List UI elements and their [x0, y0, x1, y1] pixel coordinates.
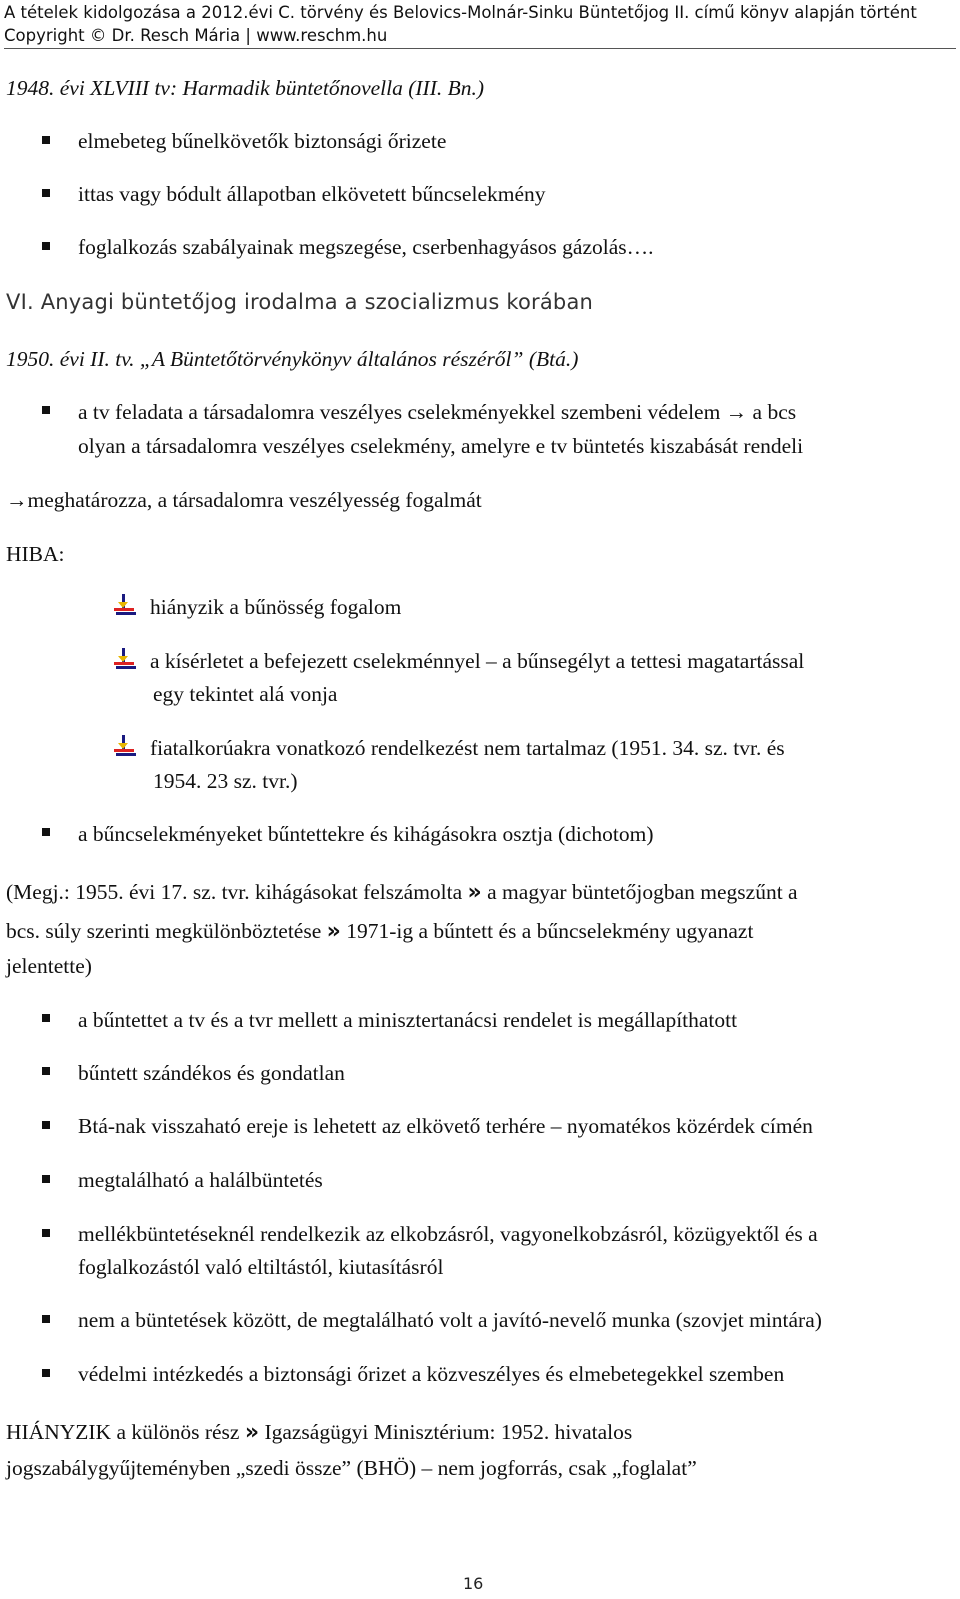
missing-line2: jogszabálygyűjteményben „szedi össze” (BHÖ) – nem jogforrás, csak „foglalat”	[6, 1456, 697, 1480]
list-item: védelmi intézkedés a biztonsági őrizet a közveszélyes és elmebetegekkel szemben	[78, 1362, 785, 1386]
section-title: VI. Anyagi büntetőjog irodalma a szocializmus korában	[6, 290, 594, 314]
note-line2	[6, 918, 753, 945]
double-arrow-icon: »	[244, 1420, 260, 1445]
missing-line1	[6, 1419, 632, 1446]
square-bullet-icon	[42, 1067, 50, 1075]
square-bullet-icon	[42, 189, 50, 197]
note-line1	[6, 879, 798, 906]
arrow-bullet-icon	[114, 594, 140, 616]
list-item-line2: foglalkozástól való eltiltástól, kiutasításról	[78, 1255, 444, 1279]
square-bullet-icon	[42, 242, 50, 250]
square-bullet-icon	[42, 1014, 50, 1022]
double-arrow-icon: »	[326, 919, 341, 944]
header-divider	[4, 48, 956, 49]
list-item: nem a büntetések között, de megtalálható volt a javító-nevelő munka (szovjet mintára)	[78, 1308, 822, 1332]
header-copyright: Copyright © Dr. Resch Mária | www.reschm.hu	[4, 26, 388, 45]
act-1948-heading: 1948. évi XLVIII tv: Harmadik büntetőnovella (III. Bn.)	[6, 76, 485, 100]
list-item: megtalálható a halálbüntetés	[78, 1168, 323, 1192]
list-item: elmebeteg bűnelkövetők biztonsági őrizete	[78, 129, 447, 153]
note-line1-part2: a magyar büntetőjogban megszűnt a	[487, 880, 798, 904]
sub-list-item-line1: fiatalkorúakra vonatkozó rendelkezést nem tartalmaz (1951. 34. sz. tvr. és	[150, 736, 785, 760]
list-item: a bűntettet a tv és a tvr mellett a minisztertanácsi rendelet is megállapíthatott	[78, 1008, 738, 1032]
note-line3: jelentette)	[6, 954, 92, 978]
list-item: Btá-nak visszaható ereje is lehetett az elkövető terhére – nyomatékos közérdek címén	[78, 1114, 813, 1138]
defines-line: →meghatározza, a társadalomra veszélyesség fogalmát	[6, 488, 482, 512]
missing-line1-part2: Igazságügyi Minisztérium: 1952. hivatalos	[264, 1420, 633, 1444]
list-item: ittas vagy bódult állapotban elkövetett bűncselekmény	[78, 182, 546, 206]
square-bullet-icon	[42, 1229, 50, 1237]
list-item: bűntett szándékos és gondatlan	[78, 1061, 345, 1085]
square-bullet-icon	[42, 1315, 50, 1323]
list-item: a bűncselekményeket bűntettekre és kihágásokra osztja (dichotom)	[78, 822, 654, 846]
square-bullet-icon	[42, 1369, 50, 1377]
list-item-line1: mellékbüntetéseknél rendelkezik az elkobzásról, vagyonelkobzásról, közügyektől és a	[78, 1222, 818, 1246]
double-arrow-icon: »	[467, 880, 482, 905]
note-line2-part1: bcs. súly szerinti megkülönböztetése	[6, 919, 322, 943]
square-bullet-icon	[42, 1175, 50, 1183]
square-bullet-icon	[42, 406, 50, 414]
act-1950-heading: 1950. évi II. tv. „A Büntetőtörvénykönyv általános részéről” (Btá.)	[6, 347, 579, 371]
sub-list-item-line1: a kísérletet a befejezett cselekménnyel – a bűnsegélyt a tettesi magatartással	[150, 649, 805, 673]
arrow-bullet-icon	[114, 735, 140, 757]
header-title: A tételek kidolgozása a 2012.évi C. törvény és Belovics-Molnár-Sinku Büntetőjog II. című könyv alapján történt	[4, 3, 917, 22]
list-item: foglalkozás szabályainak megszegése, cserbenhagyásos gázolás….	[78, 235, 654, 259]
missing-line1-part1: HIÁNYZIK a különös rész	[6, 1420, 240, 1444]
square-bullet-icon	[42, 828, 50, 836]
note-line2-part2: 1971-ig a bűntett és a bűncselekmény ugyanazt	[346, 919, 754, 943]
sub-list-item-line2: 1954. 23 sz. tvr.)	[153, 769, 298, 793]
arrow-bullet-icon	[114, 648, 140, 670]
sub-list-item-line2: egy tekintet alá vonja	[153, 682, 338, 706]
list-item-line2: olyan a társadalomra veszélyes cselekmény, amelyre e tv büntetés kiszabását rendeli	[78, 434, 804, 458]
list-item-line1: a tv feladata a társadalomra veszélyes cselekményekkel szembeni védelem → a bcs	[78, 400, 797, 424]
square-bullet-icon	[42, 136, 50, 144]
hiba-label: HIBA:	[6, 542, 65, 566]
sub-list-item: hiányzik a bűnösség fogalom	[150, 595, 402, 619]
square-bullet-icon	[42, 1121, 50, 1129]
note-line1-part1: (Megj.: 1955. évi 17. sz. tvr. kihágásokat felszámolta	[6, 880, 463, 904]
page-number: 16	[463, 1574, 484, 1593]
